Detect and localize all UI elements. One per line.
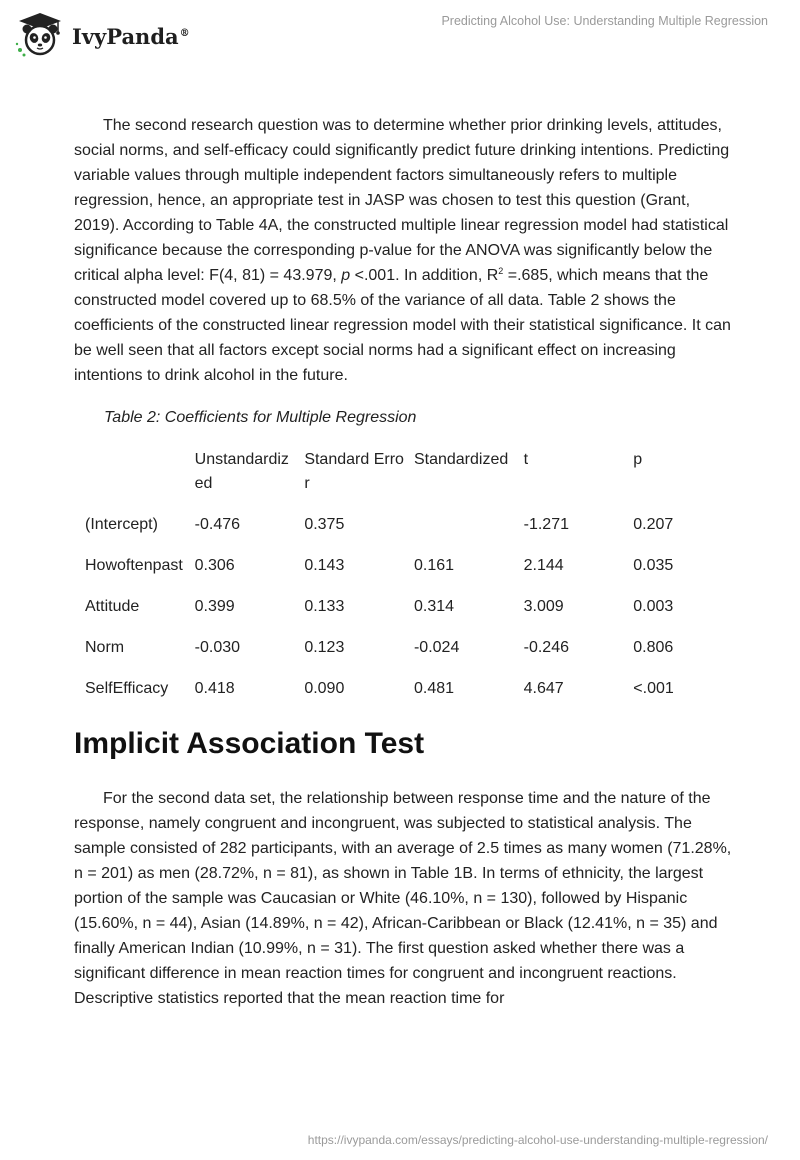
table-cell: Norm xyxy=(85,639,125,656)
source-url[interactable]: https://ivypanda.com/essays/predicting-alcohol-use-understanding-multiple-regression/ xyxy=(307,1133,768,1147)
logo-wordmark: IvyPanda® xyxy=(72,23,190,49)
table-row xyxy=(76,630,734,671)
table-header-cell: Unstandardized xyxy=(194,451,289,492)
table-cell: <.001 xyxy=(633,680,674,697)
table-header-cell: t xyxy=(523,451,529,468)
table-cell: 3.009 xyxy=(523,598,564,615)
table-header-cell: Standard Error xyxy=(304,451,404,492)
table-header-cell: p xyxy=(633,451,643,468)
table-row xyxy=(76,507,734,548)
table-cell: -1.271 xyxy=(523,516,569,533)
panda-logo-icon xyxy=(14,10,66,58)
table-header-cell: Standardized xyxy=(413,451,509,468)
table-header-row xyxy=(76,442,734,507)
table-cell: SelfEfficacy xyxy=(85,680,169,697)
table-cell: 0.806 xyxy=(633,639,674,656)
table-cell: 0.133 xyxy=(304,598,345,615)
table-cell: 2.144 xyxy=(523,557,564,574)
table-cell: 0.207 xyxy=(633,516,674,533)
table-cell: -0.476 xyxy=(194,516,241,533)
table-caption: Table 2: Coefficients for Multiple Regression xyxy=(104,409,417,426)
table-row xyxy=(76,671,734,712)
table-cell: 0.306 xyxy=(194,557,235,574)
table-cell xyxy=(405,507,515,548)
table-cell: 0.161 xyxy=(413,557,455,574)
table-cell: 0.418 xyxy=(194,680,235,697)
table-cell: -0.024 xyxy=(413,639,460,656)
article-content xyxy=(74,113,734,1011)
table-cell: 0.090 xyxy=(304,680,345,697)
table-cell: 0.399 xyxy=(194,598,235,615)
coefficients-table xyxy=(76,442,734,712)
table-cell: 0.003 xyxy=(633,598,674,615)
document-title: Predicting Alcohol Use: Understanding Multiple Regression xyxy=(441,14,768,28)
paragraph-regression: The second research question was to determine whether prior drinking levels, attitudes, social norms, and self-efficacy could significantly predict future drinking intentions. Predicting variable values through multiple independent factors simultaneously refers to multiple regression, hence, an appropriate test in JASP was chosen to test this question (Grant, 2019). According to Table 4A, the constructed multiple linear regression model had statistical significance because the corresponding p-value for the ANOVA was significantly below the critical alpha level: F(4, 81) = 43.979, p <.001. In addition, $R^2 =.685$, which means that the constructed model covered up to 68.5% of the variance of all data. Table 2 shows the coefficients of the constructed linear regression model with their statistical significance. It can be well seen that all factors except social norms had a significant effect on increasing intentions to drink alcohol in the future. xyxy=(74,117,731,384)
table-cell: (Intercept) xyxy=(85,516,158,533)
table-cell: 0.314 xyxy=(413,598,455,615)
table-cell: -0.030 xyxy=(194,639,241,656)
table-cell: 0.035 xyxy=(633,557,674,574)
section-heading: Implicit Association Test xyxy=(74,727,425,760)
table-cell: 0.123 xyxy=(304,639,345,656)
page-header xyxy=(0,0,800,64)
table-cell: Attitude xyxy=(85,598,140,615)
site-logo[interactable] xyxy=(14,10,190,58)
table-header-cell xyxy=(76,442,186,507)
table-row xyxy=(76,589,734,630)
table-row xyxy=(76,548,734,589)
table-cell: 0.375 xyxy=(304,516,345,533)
table-cell: 0.143 xyxy=(304,557,345,574)
table-cell: Howoftenpast xyxy=(85,557,183,574)
table-cell: 0.481 xyxy=(413,680,455,697)
table-cell: -0.246 xyxy=(523,639,569,656)
table-cell: 4.647 xyxy=(523,680,564,697)
paragraph-iat: For the second data set, the relationship between response time and the nature of the response, namely congruent and incongruent, was subjected to statistical analysis. The sample consisted of 282 participants, with an average of 2.5 times as many women (71.28%, n = 201) as men (28.72%, n = 81), as shown in Table 1B. In terms of ethnicity, the largest portion of the sample was Caucasian or White (46.10%, n = 130), followed by Hispanic (15.60%, n = 44), Asian (14.89%, n = 42), African-Caribbean or Black (12.41%, n = 35) and finally American Indian (10.99%, n = 31). The first question asked whether there was a significant difference in mean reaction times for congruent and incongruent reactions. Descriptive statistics reported that the mean reaction time for xyxy=(74,790,732,1007)
